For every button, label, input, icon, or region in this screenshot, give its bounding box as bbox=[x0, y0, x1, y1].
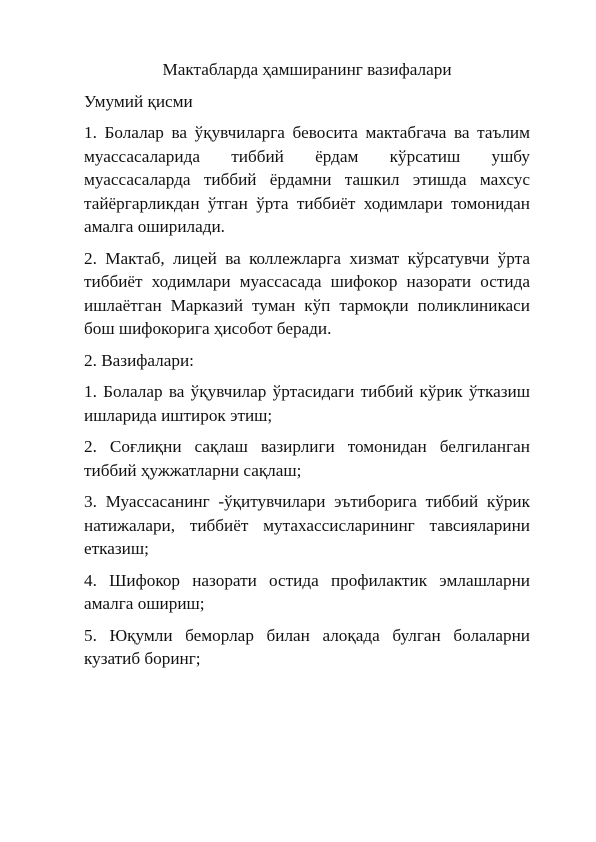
duty-item-3: 3. Муассасанинг -ўқитувчилари эътиборига тиббий кўрик натижалари, тиббиёт мутахассисларининг тавсияларини етказиш; bbox=[84, 492, 530, 558]
section-heading-general: Умумий қисми bbox=[84, 91, 193, 111]
document-title: Мактабларда ҳамширанинг вазифалари bbox=[162, 60, 452, 79]
paragraph-2: 2. Мактаб, лицей ва коллежларга хизмат кўрсатувчи ўрта тиббиёт ходимлари муассасада шифокор назорати остида ишлаётган Марказий туман кўп тармоқли поликлиникаси бош шифокорига ҳисобот беради. bbox=[84, 248, 530, 338]
duty-item-4: 4. Шифокор назорати остида профилактик эмлашларни амалга ошириш; bbox=[84, 570, 530, 613]
duty-item-2: 2. Соғлиқни сақлаш вазирлиги томонидан белгиланган тиббий ҳужжатларни сақлаш; bbox=[84, 437, 530, 480]
paragraph-1: 1. Болалар ва ўқувчиларга бевосита мактабгача ва таълим муассасаларида тиббий ёрдам кўрсатиш ушбу муассасаларда тиббий ёрдамни ташкил этишда махсус тайёргарликдан ўтган ўрта тиббиёт ходимлари томонидан амалга оширилади. bbox=[84, 123, 530, 236]
document-page bbox=[84, 58, 530, 679]
section-heading-duties: 2. Вазифалари: bbox=[84, 350, 194, 370]
duty-item-1: 1. Болалар ва ўқувчилар ўртасидаги тиббий кўрик ўтказиш ишларида иштирок этиш; bbox=[84, 382, 530, 425]
duty-item-5: 5. Юқумли беморлар билан алоқада булган болаларни кузатиб боринг; bbox=[84, 625, 530, 668]
